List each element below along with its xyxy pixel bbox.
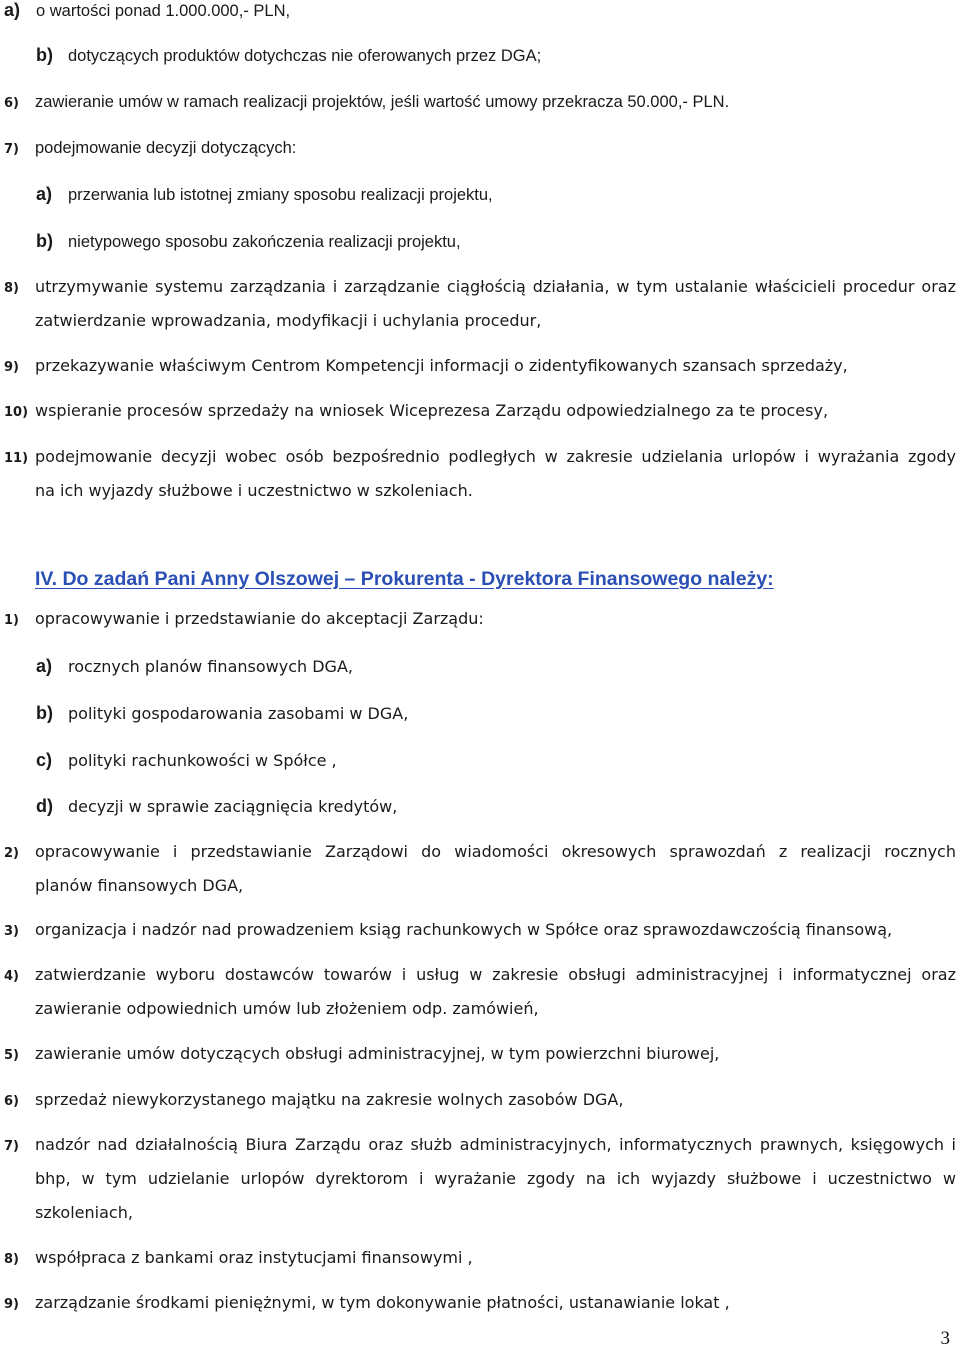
item-label: b): [36, 45, 53, 65]
item-label: c): [36, 750, 53, 770]
list-item-text: podejmowanie decyzji wobec osób bezpośrednio podległych w zakresie udzielania urlopów i wyrażania zgody: [35, 447, 956, 466]
item-label: 6): [4, 1094, 19, 1109]
item-label: 6): [4, 96, 19, 111]
item-text: zawieranie umów w ramach realizacji projektów, jeśli wartość umowy przekracza 50.000,- PLN.: [35, 93, 730, 111]
list-item: [36, 231, 461, 252]
list-item-text-cont: planów finansowych DGA,: [35, 876, 244, 895]
item-label: 8): [4, 1252, 19, 1267]
list-item: [36, 656, 353, 677]
item-label: a): [36, 656, 53, 676]
item-text: przekazywanie właściwym Centrom Kompetencji informacji o zidentyfikowanych szansach sprzedaży,: [35, 356, 848, 375]
item-text: zawieranie umów dotyczących obsługi administracyjnej, w tym powierzchni biurowej,: [35, 1044, 720, 1063]
item-text: sprzedaż niewykorzystanego majątku na zakresie wolnych zasobów DGA,: [35, 1090, 624, 1109]
item-text: zarządzanie środkami pieniężnymi, w tym dokonywanie płatności, ustanawianie lokat ,: [35, 1293, 730, 1312]
list-item: [36, 703, 408, 724]
item-text: organizacja i nadzór nad prowadzeniem ksiąg rachunkowych w Spółce oraz sprawozdawczością finansową,: [35, 920, 893, 939]
list-item-label: 4): [4, 969, 19, 984]
item-label: 3): [4, 924, 19, 939]
list-item: [36, 750, 337, 771]
list-item-text-cont: szkoleniach,: [35, 1203, 133, 1222]
list-item-text-cont: zatwierdzanie wprowadzania, modyfikacji i uchylania procedur,: [35, 311, 542, 330]
item-label: 1): [4, 613, 19, 628]
item-label: a): [36, 184, 53, 204]
list-item: [4, 1248, 473, 1270]
list-item: [36, 796, 397, 817]
list-item-text-cont: bhp, w tym udzielanie urlopów dyrektorom i wyrażanie zgody na ich wyjazdy służbowe i uczestnictwo w: [35, 1169, 956, 1188]
item-label: a): [4, 0, 21, 20]
item-text: nietypowego sposobu zakończenia realizacji projektu,: [68, 233, 461, 251]
list-item-label: 2): [4, 846, 19, 861]
item-label: 7): [4, 142, 19, 157]
item-text: polityki rachunkowości w Spółce ,: [68, 751, 337, 770]
item-text: współpraca z bankami oraz instytucjami finansowymi ,: [35, 1248, 473, 1267]
list-item-text-cont: zawieranie odpowiednich umów lub złożeniem odp. zamówień,: [35, 999, 539, 1018]
item-text: opracowywanie i przedstawianie do akceptacji Zarządu:: [35, 609, 484, 628]
list-item-text-cont: na ich wyjazdy służbowe i uczestnictwo w szkoleniach.: [35, 481, 473, 500]
item-label: b): [36, 231, 53, 251]
section-heading: IV. Do zadań Pani Anny Olszowej – Prokurenta - Dyrektora Finansowego należy:: [35, 568, 774, 590]
list-item: [36, 45, 541, 66]
list-item: [4, 356, 848, 378]
list-item: [4, 401, 828, 423]
item-label: 9): [4, 360, 19, 375]
list-item: [36, 184, 493, 205]
list-item-text: utrzymywanie systemu zarządzania i zarządzanie ciągłością działania, w tym ustalanie właścicieli procedur oraz: [35, 277, 956, 296]
item-text: decyzji w sprawie zaciągnięcia kredytów,: [68, 797, 398, 816]
page-number: 3: [940, 1328, 950, 1349]
item-text: wspieranie procesów sprzedaży na wniosek Wiceprezesa Zarządu odpowiedzialnego za te procesy,: [35, 401, 829, 420]
list-item: [4, 138, 296, 160]
item-label: 10): [4, 405, 29, 420]
item-text: dotyczących produktów dotychczas nie oferowanych przez DGA;: [68, 47, 542, 65]
item-text: polityki gospodarowania zasobami w DGA,: [68, 704, 409, 723]
list-item: [4, 0, 290, 21]
list-item: [4, 92, 729, 114]
list-item-label: 11): [4, 451, 29, 466]
list-item-text: opracowywanie i przedstawianie Zarządowi do wiadomości okresowych sprawozdań z realizacji rocznych: [35, 842, 956, 861]
item-text: o wartości ponad 1.000.000,- PLN,: [36, 2, 291, 20]
list-item-text: zatwierdzanie wyboru dostawców towarów i usług w zakresie obsługi administracyjnej i informatycznej oraz: [35, 965, 956, 984]
list-item-label: 8): [4, 281, 19, 296]
list-item: [4, 1293, 730, 1315]
list-item: [4, 920, 892, 942]
list-item-text: nadzór nad działalnością Biura Zarządu oraz służb administracyjnych, informatycznych prawnych, księgowych i: [35, 1135, 956, 1154]
list-item: [4, 609, 484, 631]
item-label: d): [36, 796, 53, 816]
item-label: 5): [4, 1048, 19, 1063]
item-text: rocznych planów finansowych DGA,: [68, 657, 353, 676]
item-text: przerwania lub istotnej zmiany sposobu realizacji projektu,: [68, 186, 493, 204]
list-item-label: 7): [4, 1139, 19, 1154]
item-label: 9): [4, 1297, 19, 1312]
list-item: [4, 1090, 623, 1112]
item-label: b): [36, 703, 53, 723]
list-item: [4, 1044, 719, 1066]
item-text: podejmowanie decyzji dotyczących:: [35, 139, 297, 157]
